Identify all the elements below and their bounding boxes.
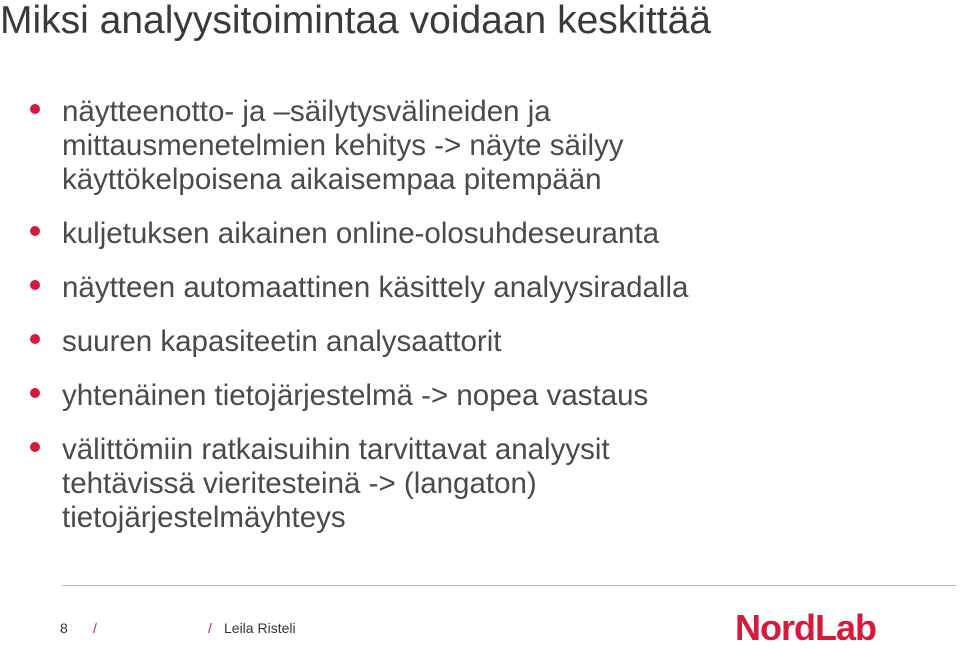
- bullet-list: [30, 95, 930, 555]
- footer-separator: /: [208, 620, 212, 636]
- page-number: 8: [60, 620, 68, 636]
- bullet-line: näytteen automaattinen käsittely analyysiradalla: [62, 271, 689, 304]
- bullet-dot-icon: [30, 104, 40, 114]
- bullet-item: [30, 217, 930, 251]
- bullet-line: tietojärjestelmäyhteys: [62, 501, 346, 534]
- bullet-line: suuren kapasiteetin analysaattorit: [62, 325, 502, 358]
- author-name: Leila Risteli: [224, 620, 296, 636]
- bullet-line: käyttökelpoisena aikaisempaa pitempään: [62, 163, 602, 196]
- bullet-dot-icon: [30, 226, 40, 236]
- bullet-line: mittausmenetelmien kehitys -> näyte säilyy: [62, 129, 624, 162]
- slide-title: Miksi analyysitoimintaa voidaan keskittää: [0, 0, 711, 42]
- bullet-line: tehtävissä vieritesteinä -> (langaton): [62, 467, 537, 500]
- bullet-item: [30, 433, 930, 535]
- bullet-dot-icon: [30, 280, 40, 290]
- footer-divider: [62, 585, 956, 586]
- footer-separator: /: [93, 620, 97, 636]
- bullet-line: välittömiin ratkaisuihin tarvittavat analyysit: [62, 433, 610, 466]
- bullet-line: näytteenotto- ja –säilytysvälineiden ja: [62, 95, 551, 128]
- bullet-item: [30, 325, 930, 359]
- bullet-item: [30, 95, 930, 197]
- bullet-item: [30, 271, 930, 305]
- bullet-item: [30, 379, 930, 413]
- bullet-dot-icon: [30, 388, 40, 398]
- bullet-dot-icon: [30, 442, 40, 452]
- bullet-line: kuljetuksen aikainen online-olosuhdeseuranta: [62, 217, 659, 250]
- nordlab-logo: NordLab: [735, 607, 876, 648]
- bullet-line: yhtenäinen tietojärjestelmä -> nopea vastaus: [62, 379, 649, 412]
- bullet-dot-icon: [30, 334, 40, 344]
